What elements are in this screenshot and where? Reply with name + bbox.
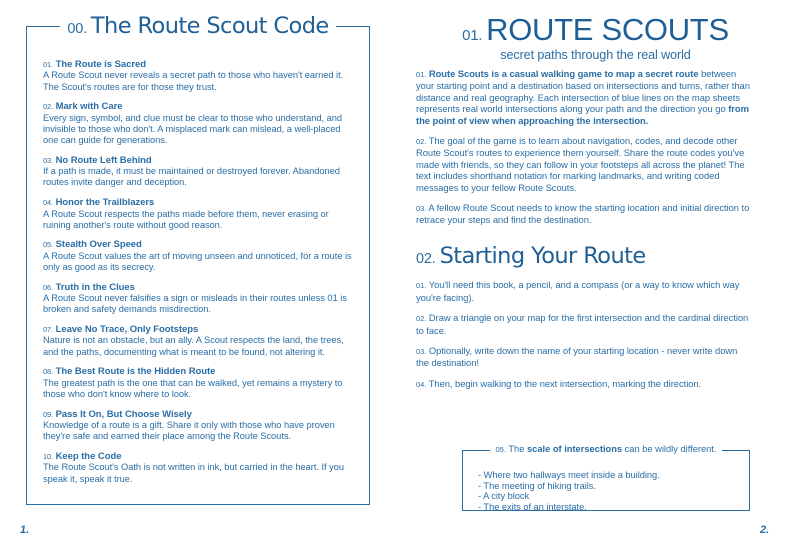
list-item: - Where two hallways meet inside a building.: [478, 470, 660, 480]
code-item-heading: [43, 197, 356, 208]
step-03: [416, 345, 750, 369]
code-item-heading: [43, 101, 356, 112]
masthead-subtitle: secret paths through the real world: [500, 48, 691, 62]
step-text: You'll need this book, a pencil, and a compass (or a way to know which way you're facing).: [416, 279, 740, 303]
code-item: [43, 451, 356, 485]
code-item-list: [43, 59, 356, 493]
step-04: [416, 378, 750, 390]
intro-paragraph-02: [416, 135, 750, 193]
code-item-title: Leave No Trace, Only Footsteps: [55, 324, 199, 336]
code-item-number: 08.: [43, 367, 53, 377]
code-item-number: 06.: [43, 282, 53, 292]
list-item: - The meeting of hiking trails.: [478, 480, 596, 491]
intro-paragraph-01: [416, 68, 750, 126]
section-heading-starting-your-route: [416, 242, 646, 269]
masthead: [397, 14, 794, 62]
code-item-number: 03.: [43, 155, 53, 165]
paragraph-number: 03.: [416, 204, 427, 214]
code-item-title: Mark with Care: [55, 101, 123, 113]
step-number: 01.: [416, 281, 427, 291]
code-item: [43, 197, 356, 231]
step-02: [416, 312, 750, 336]
code-item-title: The Route is Sacred: [55, 59, 146, 70]
step-01: [416, 279, 750, 303]
code-item-body: Knowledge of a route is a gift. Share it only with those who have proven they're safe and earned their place among the Route Scouts.: [43, 420, 335, 442]
code-item-body: A Route Scout respects the paths made before them, never erasing or ruining another's route without good reason.: [43, 208, 329, 230]
code-item-body: Nature is not an obstacle, but an ally. A Scout respects the land, the trees, and the paths, documenting what is meant to be found, not altering it.: [43, 335, 344, 357]
step-text: Then, begin walking to the next intersection, marking the direction.: [428, 377, 702, 389]
page-number-left: 1.: [20, 524, 30, 536]
paragraph-text: The goal of the game is to learn about navigation, codes, and decode other Route Scout's routes to experience them yourself. Share the route codes you've made with friends, so they can follow in your footsteps all across the planet! The text includes shorthand notation for marking landmarks, and writing coded messages to your fellow Route Scouts.: [416, 135, 745, 193]
code-item-title: Keep the Code: [55, 451, 122, 463]
paragraph-tail: from the point of view when approaching the intersection.: [416, 103, 749, 126]
scale-examples-list: [478, 470, 743, 512]
code-item-heading: [43, 324, 356, 335]
intro-paragraph-03: [416, 202, 750, 226]
code-item: [43, 366, 356, 400]
code-item-body: A Route Scout values the art of moving unseen and unnoticed, for a route is only as good as its secrecy.: [43, 250, 352, 273]
step-number: 02.: [416, 314, 427, 324]
section-number: 02.: [416, 250, 436, 267]
paragraph-lead: Route Scouts is a casual walking game to map a secret route: [428, 68, 699, 79]
code-item-title: Truth in the Clues: [55, 281, 135, 293]
code-item-number: 05.: [43, 240, 53, 250]
code-item-title: The Best Route is the Hidden Route: [55, 366, 216, 378]
code-item: [43, 101, 356, 146]
code-item-number: 01.: [43, 60, 53, 69]
code-item: [43, 239, 356, 273]
code-item-heading: [43, 155, 356, 166]
code-item-heading: [43, 239, 356, 250]
scale-heading-post: can be wildly different.: [622, 444, 717, 454]
masthead-title: ROUTE SCOUTS: [486, 12, 729, 47]
scale-heading-pre: The: [508, 444, 527, 454]
scale-heading-number: 05.: [495, 445, 506, 454]
code-item: [43, 155, 356, 189]
code-item: [43, 282, 356, 316]
code-item-heading: [43, 282, 356, 293]
code-item-title: Pass It On, But Choose Wisely: [55, 408, 192, 420]
code-item-body: If a path is made, it must be maintained or destroyed forever. Abandoned routes invite danger and deception.: [43, 166, 340, 188]
masthead-number: 01.: [462, 27, 483, 44]
scale-heading-bold: scale of intersections: [526, 444, 623, 454]
code-item: [43, 409, 356, 443]
code-title-text: The Route Scout Code: [90, 12, 329, 39]
paragraph-middle: between your starting point and a destination based on intersections and turns, rather than distance and real geography. Each intersection of blue lines on the map sheets represents real world intersections along your path and the direction you go: [416, 68, 750, 115]
list-item: - The exits of an interstate.: [478, 501, 587, 512]
paragraph-number: 01.: [416, 70, 427, 79]
code-item-title: Stealth Over Speed: [55, 239, 142, 251]
list-item: - A city block: [478, 491, 530, 502]
code-item-heading: [43, 366, 356, 377]
right-page-body: [416, 68, 750, 399]
paragraph-number: 02.: [416, 137, 427, 147]
code-item-body: A Route Scout never falsifies a sign or misleads in their routes unless 01 is broken and safety demands misdirection.: [43, 293, 347, 315]
step-number: 04.: [416, 379, 427, 389]
code-item-number: 02.: [43, 102, 53, 112]
code-item-title: No Route Left Behind: [55, 154, 152, 166]
paragraph-text: A fellow Route Scout needs to know the starting location and initial direction to retrace your steps and find the destination.: [416, 202, 750, 226]
code-item-body: Every sign, symbol, and clue must be clear to those who understand, and invisible to those who don't. A misplaced mark can mislead, a well-placed one can guide for generations.: [43, 112, 342, 146]
section-title: Starting Your Route: [439, 242, 646, 269]
code-item-number: 04.: [43, 198, 53, 208]
step-number: 03.: [416, 347, 427, 356]
code-item-body: The greatest path is the one that can be walked, yet remains a mystery to those who don't know where to look.: [43, 377, 343, 399]
code-item-number: 07.: [43, 325, 53, 335]
code-item-number: 09.: [43, 409, 53, 419]
code-item-heading: [43, 451, 356, 462]
code-item-heading: [43, 409, 356, 420]
step-text: Draw a triangle on your map for the first intersection and the cardinal direction to face.: [416, 312, 749, 336]
code-item-body: The Route Scout's Oath is not written in ink, but carried in the heart. If you speak it, speak it true.: [43, 462, 344, 484]
step-text: Optionally, write down the name of your starting location - never write down the destination!: [416, 345, 738, 369]
code-item-body: A Route Scout never reveals a secret path to those who haven't earned it. The Scout's routes are for those they trust.: [43, 70, 344, 92]
code-item-heading: [43, 59, 356, 70]
code-title-number: 00.: [67, 20, 87, 37]
code-item-title: Honor the Trailblazers: [55, 197, 155, 209]
code-item-number: 10.: [43, 452, 53, 462]
code-item: [43, 59, 356, 93]
page-number-right: 2.: [760, 524, 770, 536]
code-item: [43, 324, 356, 358]
